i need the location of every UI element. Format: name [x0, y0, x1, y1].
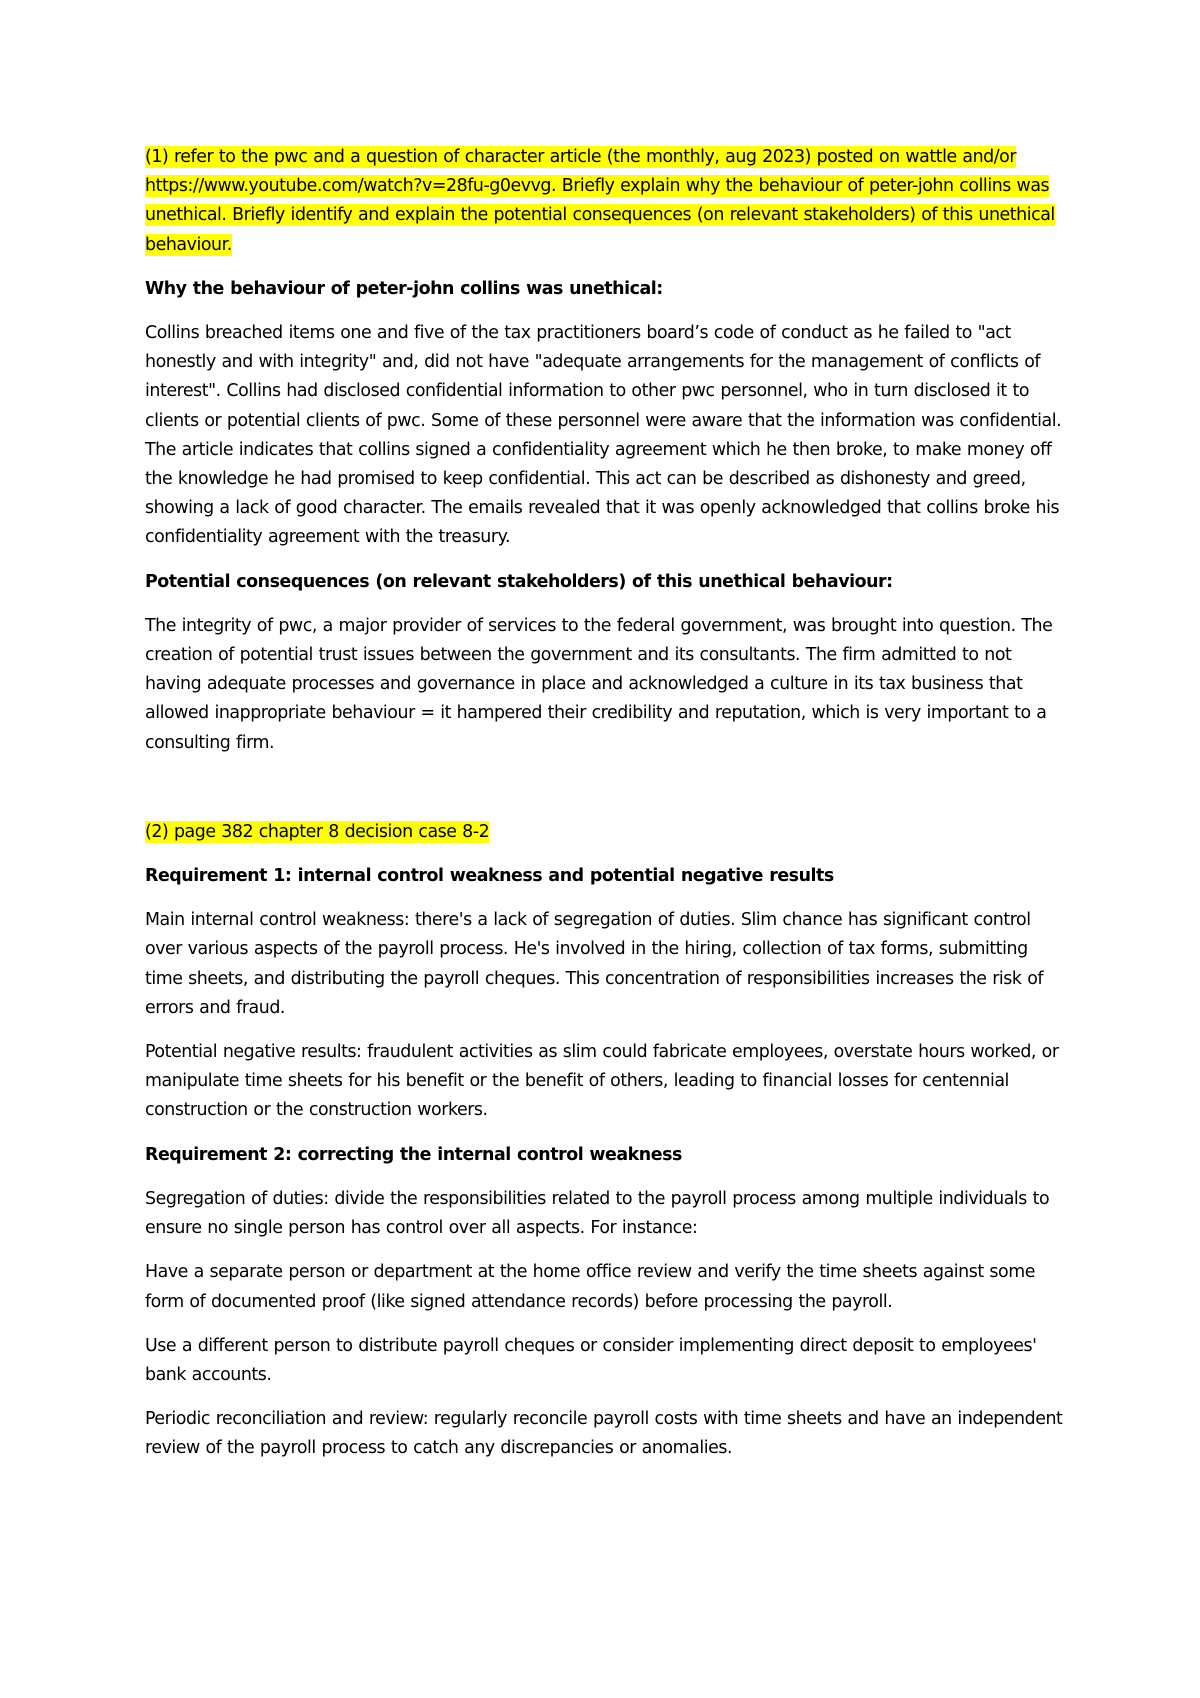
paragraph-why-unethical: Collins breached items one and five of the tax practitioners board’s code of conduct as he failed to "act honestly and with integrity" and, did not have "adequate arrangements for the management of conflicts of interest". Collins had disclosed confidential information to other pwc personnel, who in turn disclosed it to clients or potential clients of pwc. Some of these personnel were aware that the information was confidential. The article indicates that collins signed a confidentiality agreement which he then broke, to make money off the knowledge he had promised to keep confidential. This act can be described as dishonesty and greed, showing a lack of good character. The emails revealed that it was openly acknowledged that collins broke his confidentiality agreement with the treasury.	[145, 323, 1062, 548]
question-1-highlight: (1) refer to the pwc and a question of character article (the monthly, aug 2023) posted on wattle and/or https://www.youtube.com/watch?v=28fu-g0evvg. Briefly explain why the behaviour of peter-john collins was unethical. Briefly identify and explain the potential consequences (on relevant stakeholders) of this unethical behaviour.	[145, 147, 1055, 255]
document-page	[145, 143, 1065, 1464]
heading-requirement-1: Requirement 1: internal control weakness and potential negative results	[145, 866, 834, 887]
question-1-prompt	[145, 143, 1065, 260]
paragraph-negative-results: Potential negative results: fraudulent activities as slim could fabricate employees, overstate hours worked, or manipulate time sheets for his benefit or the benefit of others, leading to financial losses for centennial construction or the construction workers.	[145, 1042, 1059, 1121]
paragraph-potential-consequences: The integrity of pwc, a major provider of services to the federal government, was brought into question. The creation of potential trust issues between the government and its consultants. The firm admitted to not having adequate processes and governance in place and acknowledged a culture in its tax business that allowed inappropriate behaviour = it hampered their credibility and reputation, which is very important to a consulting firm.	[145, 615, 1053, 753]
paragraph-separate-review: Have a separate person or department at the home office review and verify the time sheets against some form of documented proof (like signed attendance records) before processing the payroll.	[145, 1262, 1035, 1312]
heading-why-unethical: Why the behaviour of peter-john collins was unethical:	[145, 278, 663, 299]
paragraph-periodic-reconciliation: Periodic reconciliation and review: regularly reconcile payroll costs with time sheets and have an independent review of the payroll process to catch any discrepancies or anomalies.	[145, 1409, 1063, 1459]
paragraph-segregation-of-duties: Segregation of duties: divide the responsibilities related to the payroll process among multiple individuals to ensure no single person has control over all aspects. For instance:	[145, 1188, 1050, 1239]
question-2-prompt	[145, 818, 1065, 847]
question-2-highlight: (2) page 382 chapter 8 decision case 8-2	[145, 821, 490, 842]
heading-requirement-2: Requirement 2: correcting the internal control weakness	[145, 1144, 682, 1165]
section-spacer	[145, 758, 1065, 818]
paragraph-control-weakness: Main internal control weakness: there's a lack of segregation of duties. Slim chance has significant control over various aspects of the payroll process. He's involved in the hiring, collection of tax forms, submitting time sheets, and distributing the payroll cheques. This concentration of responsibilities increases the risk of errors and fraud.	[145, 910, 1044, 1018]
paragraph-distribute-cheques: Use a different person to distribute payroll cheques or consider implementing direct deposit to employees' bank accounts.	[145, 1335, 1037, 1385]
heading-potential-consequences: Potential consequences (on relevant stakeholders) of this unethical behaviour:	[145, 571, 893, 592]
